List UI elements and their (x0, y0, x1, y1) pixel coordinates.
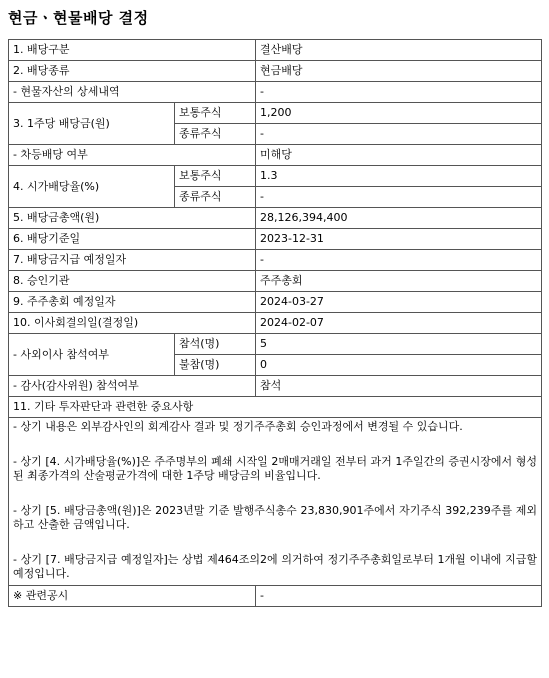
note-text: - 상기 [7. 배당금지급 예정일자]는 상법 제464조의2에 의거하여 정기주주총회일로부터 1개월 이내에 지급할 예정입니다. (13, 553, 537, 580)
related-disclosure-label: ※ 관련공시 (9, 586, 256, 607)
table-row (9, 376, 542, 397)
table-row (9, 586, 542, 607)
row-label: 2. 배당종류 (9, 61, 256, 82)
row-label: - 감사(감사위원) 참석여부 (9, 376, 256, 397)
row-label: 9. 주주총회 예정일자 (9, 292, 256, 313)
row-label: 4. 시가배당율(%) (9, 166, 175, 208)
table-row (9, 40, 542, 61)
row-value: - (256, 187, 542, 208)
row-sublabel: 보통주식 (175, 166, 256, 187)
row-value: 미해당 (256, 145, 542, 166)
table-row (9, 397, 542, 418)
row-value: 2023-12-31 (256, 229, 542, 250)
row-label: 6. 배당기준일 (9, 229, 256, 250)
related-disclosure-value: - (256, 586, 542, 607)
notes-row (9, 418, 542, 586)
row-value: - (256, 250, 542, 271)
table-row (9, 208, 542, 229)
page-title: 현금ㆍ현물배당 결정 (8, 9, 149, 27)
row-sublabel: 종류주식 (175, 187, 256, 208)
row-label: 10. 이사회결의일(결정일) (9, 313, 256, 334)
table-row (9, 250, 542, 271)
row-label: 11. 기타 투자판단과 관련한 중요사항 (9, 397, 542, 418)
row-label: 1. 배당구분 (9, 40, 256, 61)
row-sublabel: 참석(명) (175, 334, 256, 355)
row-label: 3. 1주당 배당금(원) (9, 103, 175, 145)
note-text: - 상기 내용은 외부감사인의 회계감사 결과 및 정기주주총회 승인과정에서 변경될 수 있습니다. (13, 420, 463, 433)
note-text: - 상기 [5. 배당금총액(원)]은 2023년말 기준 발행주식총수 23,830,901주에서 자기주식 392,239주를 제외하고 산출한 금액입니다. (13, 504, 537, 531)
row-value: 1.3 (256, 166, 542, 187)
row-value: 0 (256, 355, 542, 376)
row-sublabel: 보통주식 (175, 103, 256, 124)
table-row (9, 166, 542, 187)
row-label: 7. 배당금지급 예정일자 (9, 250, 256, 271)
row-label: - 현물자산의 상세내역 (9, 82, 256, 103)
row-value: - (256, 124, 542, 145)
note-text: - 상기 [4. 시가배당율(%)]은 주주명부의 폐쇄 시작일 2매매거래일 전부터 과거 1주일간의 증권시장에서 형성된 최종가격의 산술평균가격에 대한 1주당 배당금의 비율입니다. (13, 455, 537, 482)
dividend-decision-table (8, 39, 542, 607)
table-row (9, 103, 542, 124)
row-value: 주주총회 (256, 271, 542, 292)
row-value: 결산배당 (256, 40, 542, 61)
row-value: 참석 (256, 376, 542, 397)
row-value: 현금배당 (256, 61, 542, 82)
table-row (9, 145, 542, 166)
row-label: 5. 배당금총액(원) (9, 208, 256, 229)
notes-cell (9, 418, 542, 586)
table-row (9, 61, 542, 82)
row-value: 2024-02-07 (256, 313, 542, 334)
row-value: 1,200 (256, 103, 542, 124)
row-value: - (256, 82, 542, 103)
row-label: - 사외이사 참석여부 (9, 334, 175, 376)
table-row (9, 334, 542, 355)
table-row (9, 313, 542, 334)
table-row (9, 292, 542, 313)
table-row (9, 271, 542, 292)
row-value: 2024-03-27 (256, 292, 542, 313)
table-row (9, 229, 542, 250)
row-label: 8. 승인기관 (9, 271, 256, 292)
row-sublabel: 종류주식 (175, 124, 256, 145)
row-value: 28,126,394,400 (256, 208, 542, 229)
table-row (9, 82, 542, 103)
row-label: - 차등배당 여부 (9, 145, 256, 166)
row-value: 5 (256, 334, 542, 355)
row-sublabel: 불참(명) (175, 355, 256, 376)
